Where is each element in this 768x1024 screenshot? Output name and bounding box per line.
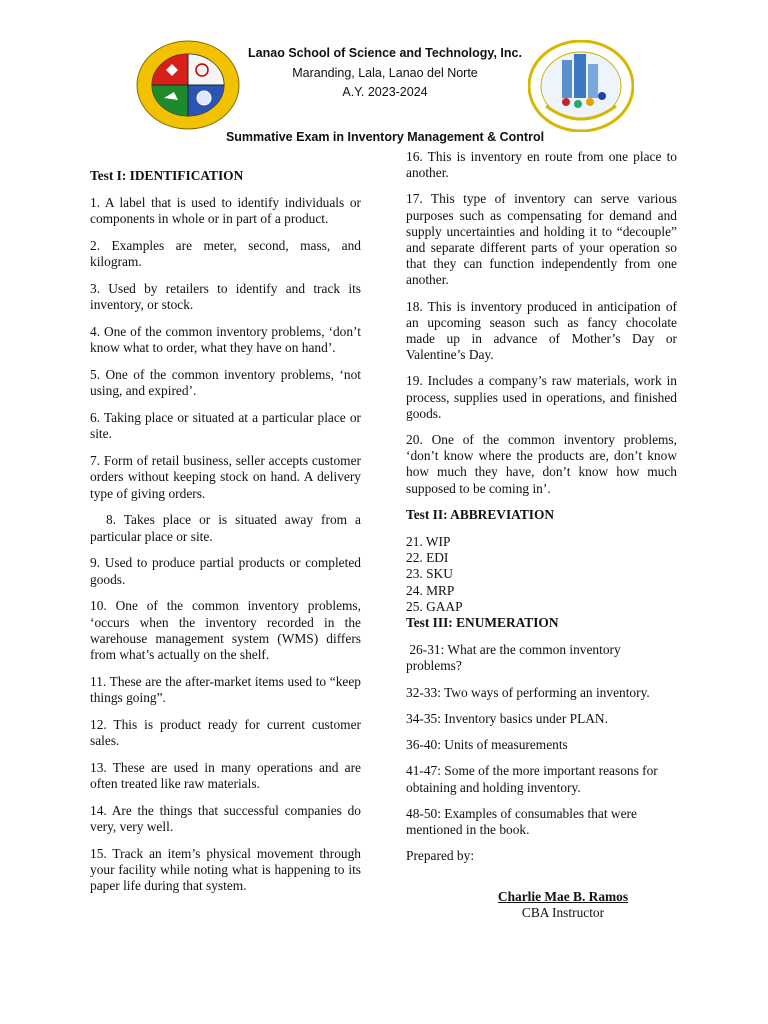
- question: 13. These are used in many operations and are often treated like raw materials.: [90, 759, 361, 792]
- question: 4. One of the common inventory problems, ‘don’t know what to order, what they have on hand’.: [90, 324, 361, 356]
- school-address: Maranding, Lala, Lanao del Norte: [292, 66, 478, 80]
- question: 2. Examples are meter, second, mass, and kilogram.: [90, 238, 361, 270]
- school-name: Lanao School of Science and Technology, Inc.: [248, 46, 522, 60]
- question: 5. One of the common inventory problems, ‘not using, and expired’.: [90, 367, 361, 399]
- question: 19. Includes a company’s raw materials, work in process, supplies used in operations, and finished goods.: [406, 373, 677, 421]
- instructor-title: CBA Instructor: [521, 905, 605, 920]
- abbreviation-list: [406, 534, 677, 615]
- enumeration-item: 34-35: Inventory basics under PLAN.: [406, 710, 608, 726]
- question: 17. This type of inventory can serve various purposes such as compensating for demand and supply uncertainties and holding it to “decouple” and separate different parts of your operation so that they can function independently from one another.: [406, 191, 677, 288]
- question: 9. Used to produce partial products or completed goods.: [90, 555, 361, 587]
- question: 14. Are the things that successful companies do very, very well.: [90, 802, 361, 835]
- enumeration-item: 41-47: Some of the more important reasons for obtaining and holding inventory.: [406, 763, 658, 795]
- question: 16. This is inventory en route from one place to another.: [406, 149, 677, 181]
- prepared-by-label: Prepared by:: [406, 848, 475, 864]
- list-item: 24. MRP: [406, 582, 455, 598]
- right-column: [406, 149, 677, 864]
- list-item: 23. SKU: [406, 566, 453, 582]
- instructor-name: Charlie Mae B. Ramos: [497, 889, 629, 904]
- test1-title: Test I: IDENTIFICATION: [90, 168, 244, 183]
- question: 10. One of the common inventory problems, ‘occurs when the inventory recorded in the warehouse management system (WMS) differs from what’s actually on the shelf.: [90, 598, 361, 663]
- question: 3. Used by retailers to identify and track its inventory, or stock.: [90, 281, 361, 313]
- question: 18. This is inventory produced in anticipation of an upcoming season such as fancy chocolate made up in advance of Mother’s Day or Valentine’s Day.: [406, 298, 677, 363]
- question: 6. Taking place or situated at a particular place or site.: [90, 410, 361, 442]
- question: 15. Track an item’s physical movement through your facility while noting what is happening to its paper life during that system.: [90, 845, 361, 894]
- question: 20. One of the common inventory problems, ‘don’t know where the products are, don’t know how much they have, don’t know how much supposed to be coming in’.: [406, 432, 677, 496]
- academic-year: A.Y. 2023-2024: [342, 85, 428, 99]
- test2-title: Test II: ABBREVIATION: [406, 506, 555, 522]
- document-header: [0, 0, 768, 150]
- test3-title: Test III: ENUMERATION: [406, 615, 559, 631]
- enumeration-item: 32-33: Two ways of performing an inventory.: [406, 684, 650, 700]
- list-item: 21. WIP: [406, 534, 451, 550]
- exam-title: Summative Exam in Inventory Management & Control: [225, 130, 545, 144]
- list-item: 25. GAAP: [406, 598, 463, 614]
- question: 1. A label that is used to identify individuals or components in whole or in part of a product.: [90, 195, 361, 227]
- enumeration-item: 26-31: What are the common inventory problems?: [406, 642, 625, 674]
- question: 11. These are the after-market items used to “keep things going”.: [90, 673, 361, 706]
- question: 8. Takes place or is situated away from a particular place or site.: [90, 512, 365, 544]
- question: 12. This is product ready for current customer sales.: [90, 716, 361, 749]
- enumeration-item: 36-40: Units of measurements: [406, 737, 568, 753]
- enumeration-item: 48-50: Examples of consumables that were mentioned in the book.: [406, 805, 637, 837]
- left-column: [90, 168, 365, 905]
- list-item: 22. EDI: [406, 550, 449, 566]
- question: 7. Form of retail business, seller accepts customer orders without keeping stock on hand. A delivery type of giving orders.: [90, 453, 361, 501]
